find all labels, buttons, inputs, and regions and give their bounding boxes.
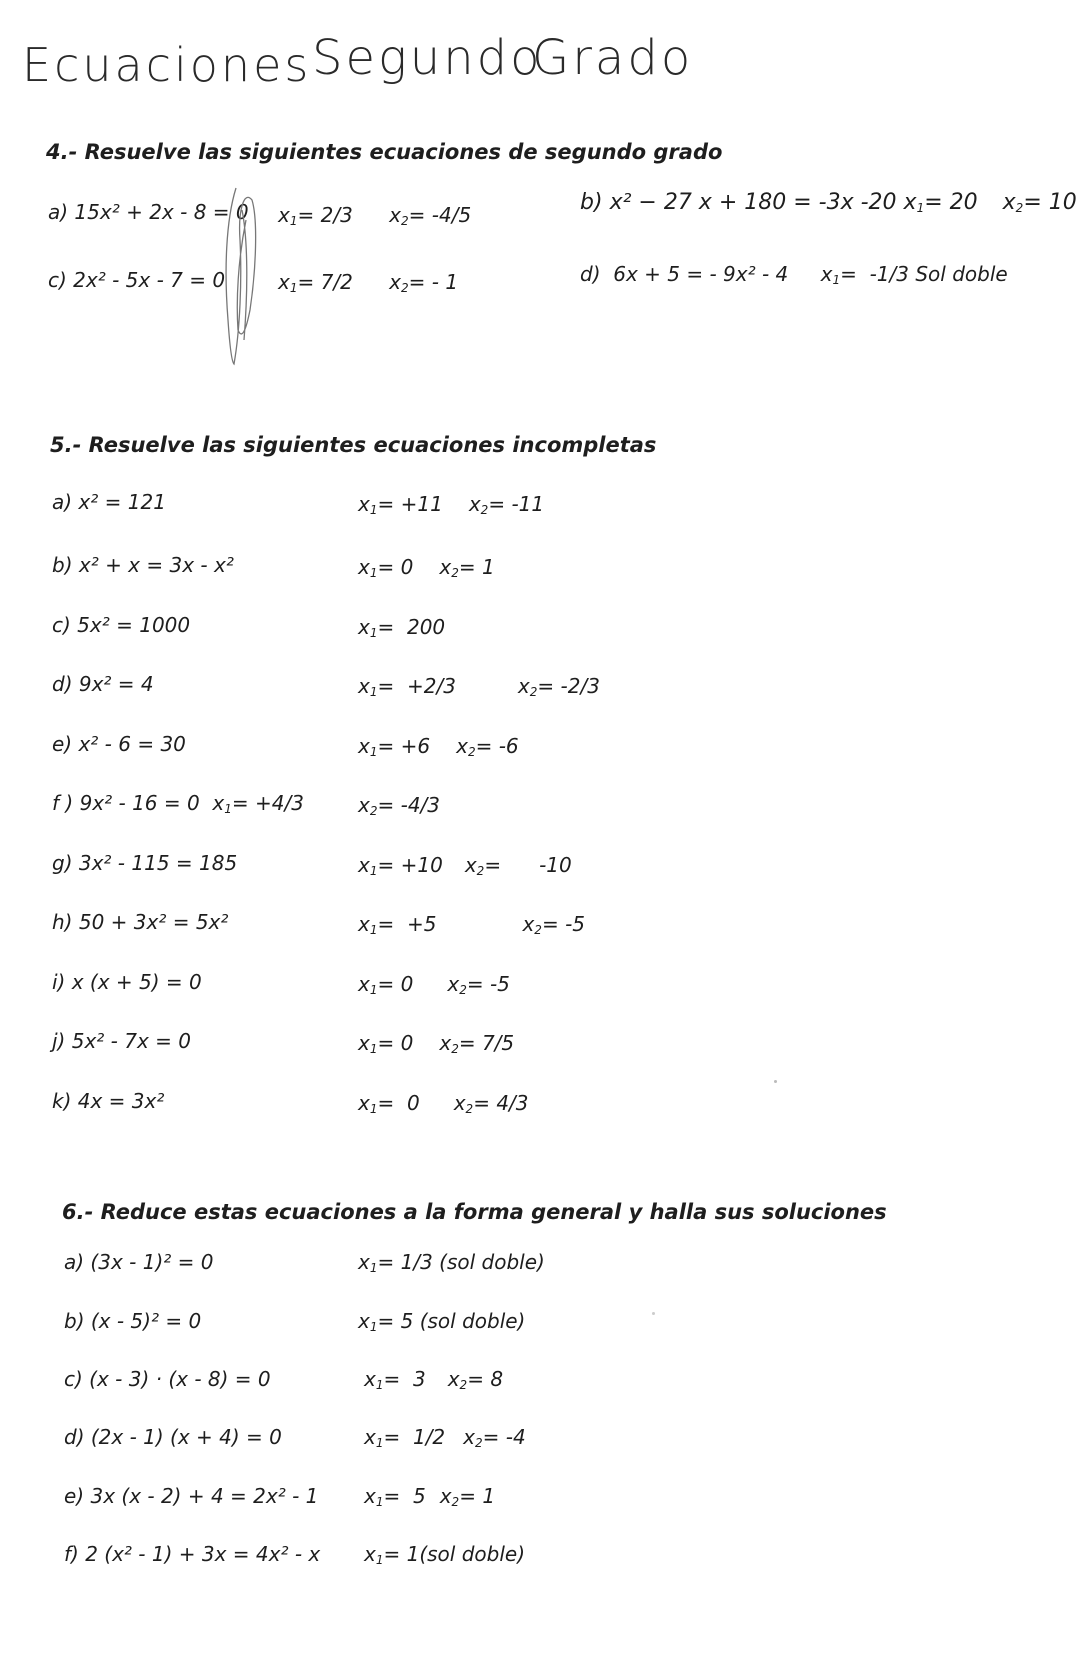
s6-item-f-solution: $x_1= 1(sol$ doble) [364, 1542, 525, 1567]
s6-item-c-solution: $x_1= 3$ $x_2= 8$ [364, 1367, 504, 1392]
s5-item-j-solution: $x_1= 0$ $x_2= 7/5$ [358, 1031, 515, 1056]
s5-item-b: b) x² + x = 3x - x² [52, 553, 234, 577]
title-word-grado: Grado [532, 30, 694, 86]
s6-item-b: b) (x - 5)² = 0 [64, 1309, 202, 1333]
s4-item-a: a) 15x² + 2x - 8 = 0 [48, 200, 249, 224]
s6-item-e-solution: $x_1= 5$ $x_2= 1$ [364, 1484, 496, 1509]
s5-item-f-solution: $x_2= -4/3$ [358, 793, 441, 818]
s5-item-e-solution: $x_1= +6$ $x_2= -6$ [358, 734, 519, 759]
s5-item-i: i) x (x + 5) = 0 [52, 970, 202, 994]
s5-item-k-solution: $x_1= 0$ $x_2= 4/3$ [358, 1091, 529, 1116]
s6-item-b-solution: $x_1= 5$ (sol doble) [358, 1309, 526, 1334]
s6-item-e: e) 3x (x - 2) + 4 = 2x² - 1 [64, 1484, 319, 1508]
s4-item-c-solution: $x_1= 7/2$ $x_2= - 1$ [278, 270, 459, 295]
s5-item-a: a) x² = 121 [52, 490, 166, 514]
s5-item-i-solution: $x_1= 0$ $x_2= -5$ [358, 972, 510, 997]
stray-dot [652, 1312, 655, 1315]
s6-item-d: d) (2x - 1) (x + 4) = 0 [64, 1425, 282, 1449]
title-word-segundo: Segundo [312, 30, 543, 86]
section-5-heading: 5.- Resuelve las siguientes ecuaciones incompletas [50, 433, 657, 457]
title-word-ecuaciones: Ecuaciones [22, 38, 312, 92]
s5-item-j: j) 5x² - 7x = 0 [52, 1029, 191, 1053]
s5-item-h: h) 50 + 3x² = 5x² [52, 910, 229, 934]
s5-item-c: c) 5x² = 1000 [52, 613, 191, 637]
s4-item-a-solution: $x_1= 2/3$ $x_2= -4/5$ [278, 203, 472, 228]
s5-item-h-solution: $x_1= +5$ $x_2= -5$ [358, 912, 586, 937]
s6-item-c: c) (x - 3) · (x - 8) = 0 [64, 1367, 271, 1391]
s4-item-b: b) x² − 27 x + 180 = -3x -20 $x_1= 20$ $x_2= 10$ [580, 190, 1077, 215]
stray-dot [774, 1080, 777, 1083]
s5-item-g-solution: $x_1= +10$ $x_2= -10$ [358, 853, 572, 878]
s5-item-d-solution: $x_1= +2/3$ $x_2= -2/3$ [358, 674, 600, 699]
s6-item-f: f) 2 (x² - 1) + 3x = 4x² - x [64, 1542, 321, 1566]
s5-item-k: k) 4x = 3x² [52, 1089, 165, 1113]
s5-item-a-solution: $x_1= +11$ $x_2= -11$ [358, 492, 545, 517]
s5-item-d: d) 9x² = 4 [52, 672, 154, 696]
s5-item-f: f ) 9x² - 16 = 0 $x_1= +4/3$ [52, 791, 304, 816]
s5-item-g: g) 3x² - 115 = 185 [52, 851, 238, 875]
s6-item-a: a) (3x - 1)² = 0 [64, 1250, 214, 1274]
s5-item-b-solution: $x_1= 0$ $x_2= 1$ [358, 555, 495, 580]
section-4-heading: 4.- Resuelve las siguientes ecuaciones de segundo grado [46, 140, 723, 164]
s4-item-c: c) 2x² - 5x - 7 = 0 [48, 268, 226, 292]
s5-item-e: e) x² - 6 = 30 [52, 732, 186, 756]
s4-item-d: d) 6x + 5 = - 9x² - 4 $x_1= -1/3$ Sol doble [580, 262, 1008, 287]
s5-item-c-solution: $x_1= 200$ [358, 615, 446, 640]
section-6-heading: 6.- Reduce estas ecuaciones a la forma general y halla sus soluciones [62, 1200, 887, 1224]
s6-item-a-solution: $x_1= 1/3$ (sol doble) [358, 1250, 545, 1275]
s6-item-d-solution: $x_1= 1/2$ $x_2= -4$ [364, 1425, 526, 1450]
